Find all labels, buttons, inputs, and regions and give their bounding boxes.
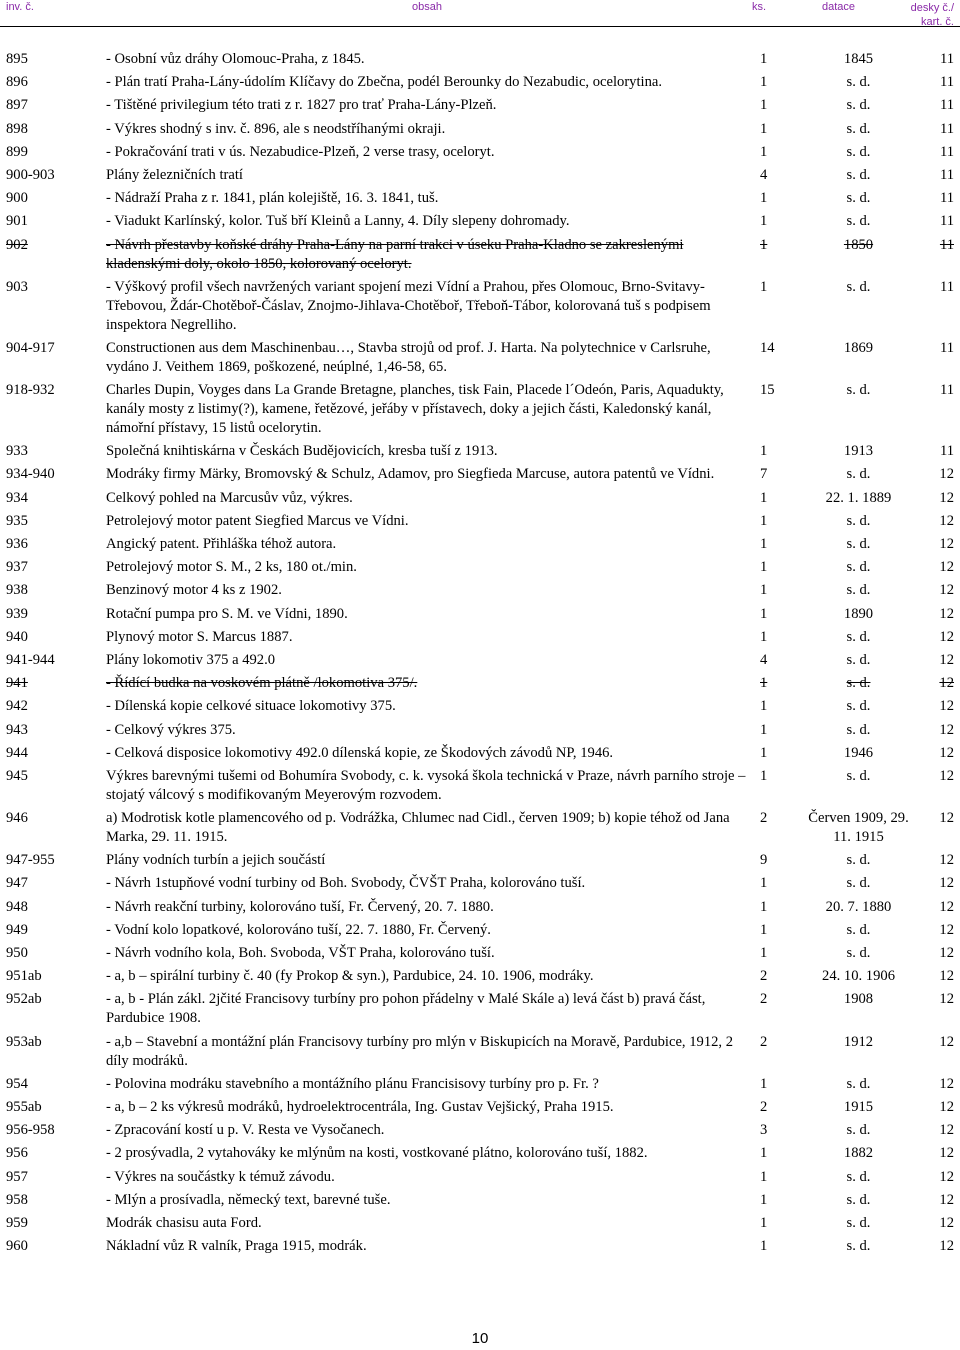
cell-obsah: - Výkres shodný s inv. č. 896, ale s neodstříhanými okraji. <box>106 120 446 137</box>
table-row <box>6 674 954 697</box>
cell-ks: 1 <box>760 489 768 506</box>
header-desky-line2: kart. č. <box>920 16 954 28</box>
table-row <box>6 489 954 512</box>
table-row <box>6 50 954 73</box>
cell-desky: 12 <box>939 559 954 576</box>
cell-desky: 12 <box>939 945 954 961</box>
inventory-table <box>6 50 954 1260</box>
table-row <box>6 1121 954 1144</box>
cell-desky: 12 <box>939 991 954 1008</box>
cell-datace: s. d. <box>846 721 871 738</box>
cell-inv: 955ab <box>6 1098 42 1115</box>
cell-desky: 12 <box>939 605 954 622</box>
table-row <box>6 944 954 967</box>
cell-inv: 941 <box>6 675 28 692</box>
cell-inv: 953ab <box>6 1033 42 1050</box>
cell-ks: 1 <box>760 1168 768 1185</box>
cell-datace: s. d. <box>846 651 871 668</box>
cell-datace: s. d. <box>846 1238 871 1255</box>
cell-inv: 901 <box>6 213 28 230</box>
cell-obsah: - Zpracování kostí u p. V. Resta ve Vysočanech. <box>106 1122 385 1139</box>
cell-obsah: Petrolejový motor S. M., 2 ks, 180 ot./min. <box>106 559 357 576</box>
cell-inv: 902 <box>6 236 28 253</box>
cell-inv: 959 <box>6 1214 28 1231</box>
cell-desky: 11 <box>939 443 954 460</box>
table-row <box>6 1144 954 1167</box>
cell-desky: 12 <box>939 466 954 483</box>
header-desky <box>911 1 954 29</box>
cell-inv: 937 <box>6 559 28 576</box>
cell-datace: s. d. <box>846 582 871 599</box>
cell-desky: 12 <box>939 512 954 529</box>
cell-ks: 2 <box>760 968 768 985</box>
cell-ks: 1 <box>760 97 768 114</box>
table-row <box>6 381 954 442</box>
table-row <box>6 990 954 1032</box>
cell-inv: 940 <box>6 628 28 645</box>
cell-ks: 1 <box>760 767 768 784</box>
table-row <box>6 558 954 581</box>
table-row <box>6 721 954 744</box>
cell-ks: 1 <box>760 1075 768 1092</box>
table-row <box>6 189 954 212</box>
cell-inv: 918-932 <box>6 382 55 399</box>
cell-datace: 1845 <box>843 51 874 67</box>
cell-inv: 944 <box>6 744 28 761</box>
cell-inv: 949 <box>6 921 28 938</box>
cell-desky: 11 <box>939 51 954 67</box>
cell-datace: s. d. <box>846 698 871 715</box>
cell-obsah: Angický patent. Přihláška téhož autora. <box>106 536 337 552</box>
cell-inv: 941-944 <box>6 651 55 668</box>
cell-datace: s. d. <box>846 143 871 160</box>
cell-inv: 895 <box>6 51 28 67</box>
cell-ks: 1 <box>760 1145 768 1162</box>
table-row <box>6 851 954 874</box>
cell-inv: 946 <box>6 810 28 827</box>
cell-desky: 11 <box>939 382 954 399</box>
cell-obsah: Benzinový motor 4 ks z 1902. <box>106 582 282 599</box>
table-row <box>6 697 954 720</box>
cell-inv: 957 <box>6 1168 28 1185</box>
cell-obsah: - Viadukt Karlínský, kolor. Tuš bří Kleinů a Lanny, 4. Díly slepeny dohromady. <box>106 213 570 230</box>
table-row <box>6 339 954 381</box>
cell-datace: s. d. <box>846 466 871 483</box>
cell-ks: 1 <box>760 1214 768 1231</box>
cell-ks: 1 <box>760 213 768 230</box>
table-row <box>6 898 954 921</box>
cell-inv: 934 <box>6 489 28 506</box>
cell-datace: 1850 <box>843 236 874 253</box>
table-row <box>6 442 954 465</box>
cell-ks: 1 <box>760 74 768 91</box>
cell-desky: 12 <box>939 1033 954 1050</box>
cell-obsah: - Návrh přestavby koňské dráhy Praha-Lány na parní trakci v úseku Praha-Kladno se zakreslenými kladenskými doly, okolo 1850, kolorovaný oceloryt. <box>106 236 684 272</box>
cell-inv: 939 <box>6 605 28 622</box>
cell-obsah: Rotační pumpa pro S. M. ve Vídni, 1890. <box>106 605 348 622</box>
table-row <box>6 535 954 558</box>
cell-obsah: - Dílenská kopie celkové situace lokomotivy 375. <box>106 698 396 715</box>
cell-datace: s. d. <box>846 120 871 137</box>
cell-desky: 11 <box>939 166 954 183</box>
cell-desky: 12 <box>939 628 954 645</box>
cell-obsah: - Osobní vůz dráhy Olomouc-Praha, z 1845. <box>106 51 365 67</box>
cell-datace: 1913 <box>843 443 874 460</box>
cell-inv: 943 <box>6 721 28 738</box>
cell-inv: 951ab <box>6 968 42 985</box>
cell-obsah: Společná knihtiskárna v Českách Budějovicích, kresba tuší z 1913. <box>106 443 498 460</box>
cell-obsah: Modrák chasisu auta Ford. <box>106 1214 262 1231</box>
cell-ks: 7 <box>760 466 768 483</box>
cell-ks: 1 <box>760 628 768 645</box>
cell-datace: s. d. <box>846 921 871 938</box>
cell-ks: 1 <box>760 559 768 576</box>
table-row <box>6 1168 954 1191</box>
table-row <box>6 874 954 897</box>
cell-inv: 897 <box>6 97 28 114</box>
cell-datace: s. d. <box>846 559 871 576</box>
cell-desky: 12 <box>939 582 954 599</box>
cell-datace: s. d. <box>846 1122 871 1139</box>
table-row <box>6 1098 954 1121</box>
cell-inv: 896 <box>6 74 28 91</box>
cell-inv: 947-955 <box>6 852 55 869</box>
cell-datace: 1946 <box>843 744 874 761</box>
cell-datace: s. d. <box>846 166 871 183</box>
cell-ks: 1 <box>760 236 768 253</box>
cell-desky: 11 <box>939 190 954 207</box>
cell-datace: 1912 <box>843 1033 874 1050</box>
cell-obsah: Výkres barevnými tušemi od Bohumíra Svobody, c. k. vysoká škola technická v Praze, návrh parního stroje –stojatý válcový s modifikovaným Meyerovým rozvodem. <box>106 767 746 803</box>
header-ks: ks. <box>752 1 767 13</box>
inventory-rows <box>6 50 954 1260</box>
cell-inv: 900 <box>6 190 28 207</box>
table-row <box>6 166 954 189</box>
cell-desky: 12 <box>939 1191 954 1208</box>
cell-ks: 1 <box>760 921 768 938</box>
cell-desky: 12 <box>939 767 954 784</box>
cell-desky: 12 <box>939 810 954 827</box>
cell-ks: 1 <box>760 898 768 915</box>
cell-datace: s. d. <box>846 1168 871 1185</box>
cell-obsah: a) Modrotisk kotle plamencového od p. Vodrážka, Chlumec nad Cidl., červen 1909; b) kopie téhož od Jana Marka, 29. 11. 1915. <box>106 810 730 846</box>
cell-inv: 933 <box>6 443 28 460</box>
cell-datace: s. d. <box>846 536 871 552</box>
cell-desky: 11 <box>939 97 954 114</box>
cell-ks: 2 <box>760 991 768 1008</box>
header-desky-line1: desky č./ <box>910 2 954 14</box>
cell-inv: 945 <box>6 767 28 784</box>
cell-obsah: - Návrh reakční turbiny, kolorováno tuší, Fr. Červený, 20. 7. 1880. <box>106 898 494 915</box>
cell-ks: 1 <box>760 875 768 892</box>
cell-obsah: Petrolejový motor patent Siegfied Marcus ve Vídni. <box>106 512 409 529</box>
cell-inv: 956 <box>6 1145 28 1162</box>
cell-obsah: Nákladní vůz R valník, Praga 1915, modrák. <box>106 1238 367 1255</box>
cell-datace: 22. 1. 1889 <box>825 489 892 506</box>
cell-datace: s. d. <box>846 97 871 114</box>
table-row <box>6 581 954 604</box>
cell-obsah: - Vodní kolo lopatkové, kolorováno tuší, 22. 7. 1880, Fr. Červený. <box>106 921 491 938</box>
cell-obsah: Celkový pohled na Marcusův vůz, výkres. <box>106 489 353 506</box>
cell-obsah: - 2 prosývadla, 2 vytahováky ke mlýnům na kosti, vostkované plátno, kolorováno tuší, 1882. <box>106 1145 648 1162</box>
table-row <box>6 921 954 944</box>
cell-desky: 11 <box>939 143 954 160</box>
table-row <box>6 512 954 535</box>
cell-obsah: - Návrh 1stupňové vodní turbiny od Boh. Svobody, ČVŠT Praha, kolorováno tuší. <box>106 875 586 892</box>
cell-ks: 1 <box>760 945 768 961</box>
header-inv: inv. č. <box>6 1 34 13</box>
cell-ks: 9 <box>760 852 768 869</box>
cell-desky: 12 <box>939 1145 954 1162</box>
cell-datace: s. d. <box>846 852 871 869</box>
cell-ks: 1 <box>760 582 768 599</box>
cell-ks: 1 <box>760 51 768 67</box>
cell-datace: 20. 7. 1880 <box>825 898 892 915</box>
cell-obsah: - Polovina modráku stavebního a montážního plánu Francisisovy turbíny pro p. Fr. ? <box>106 1075 599 1092</box>
table-row <box>6 73 954 96</box>
table-row <box>6 605 954 628</box>
cell-desky: 12 <box>939 875 954 892</box>
cell-datace: s. d. <box>846 74 871 91</box>
cell-datace: s. d. <box>846 1075 871 1092</box>
cell-ks: 1 <box>760 278 768 295</box>
cell-desky: 12 <box>939 698 954 715</box>
cell-datace: s. d. <box>846 767 871 784</box>
cell-inv: 936 <box>6 536 28 552</box>
cell-desky: 12 <box>939 1075 954 1092</box>
cell-ks: 15 <box>760 382 775 399</box>
cell-desky: 12 <box>939 921 954 938</box>
cell-obsah: - Celkový výkres 375. <box>106 721 236 738</box>
cell-datace: 1915 <box>843 1098 874 1115</box>
cell-desky: 12 <box>939 968 954 985</box>
cell-obsah: Modráky firmy Märky, Bromovský & Schulz, Adamov, pro Siegfieda Marcuse, autora patentů ve Vídni. <box>106 466 715 483</box>
cell-desky: 12 <box>939 721 954 738</box>
cell-datace: s. d. <box>846 278 871 295</box>
cell-obsah: Constructionen aus dem Maschinenbau…, Stavba strojů od prof. J. Harta. Na polytechnice v Carlsruhe, vydáno J. Veithem 1869, poškozené, neúplné, 1,46-58, 65. <box>106 339 711 375</box>
table-row <box>6 1214 954 1237</box>
cell-obsah: - Výškový profil všech navržených variant spojení mezi Vídní a Prahou, přes Olomouc, Brno-Svitavy-Třebovou, Ždár-Chotěboř-Čáslav, Znojmo-Jihlava-Chotěboř, Třeboň-Tábor, kolorovaná tuš s podpisem inspektora Negrelliho. <box>106 278 711 333</box>
cell-ks: 1 <box>760 120 768 137</box>
cell-ks: 1 <box>760 512 768 529</box>
table-row <box>6 767 954 809</box>
cell-inv: 960 <box>6 1238 28 1255</box>
table-row <box>6 96 954 119</box>
cell-obsah: - a, b - Plán zákl. 2jčité Francisovy turbíny pro pohon přádelny v Malé Skále a) levá část b) pravá část, Pardubice 1908. <box>106 991 706 1027</box>
cell-desky: 11 <box>939 74 954 91</box>
table-row <box>6 465 954 488</box>
cell-obsah: Plány lokomotiv 375 a 492.0 <box>106 651 276 668</box>
cell-ks: 1 <box>760 1191 768 1208</box>
cell-datace: 24. 10. 1906 <box>822 968 895 985</box>
cell-inv: 952ab <box>6 991 42 1008</box>
table-row <box>6 236 954 278</box>
cell-obsah: - Návrh vodního kola, Boh. Svoboda, VŠT Praha, kolorováno tuší. <box>106 945 495 961</box>
cell-inv: 950 <box>6 945 28 961</box>
cell-desky: 11 <box>939 339 954 356</box>
cell-inv: 935 <box>6 512 28 529</box>
cell-datace: s. d. <box>846 1191 871 1208</box>
cell-ks: 1 <box>760 190 768 207</box>
cell-datace: s. d. <box>846 675 871 692</box>
cell-obsah: - Tištěné privilegium této trati z r. 1827 pro trať Praha-Lány-Plzeň. <box>106 97 497 114</box>
cell-ks: 1 <box>760 721 768 738</box>
table-row <box>6 809 954 851</box>
cell-desky: 12 <box>939 536 954 552</box>
cell-ks: 1 <box>760 536 768 552</box>
cell-ks: 4 <box>760 166 768 183</box>
cell-ks: 1 <box>760 744 768 761</box>
cell-desky: 12 <box>939 852 954 869</box>
cell-obsah: - Řídící budka na voskovém plátně /lokomotiva 375/. <box>106 675 418 692</box>
table-row <box>6 651 954 674</box>
cell-desky: 12 <box>939 489 954 506</box>
cell-ks: 1 <box>760 605 768 622</box>
page-number: 10 <box>471 1330 489 1347</box>
cell-inv: 904-917 <box>6 339 55 356</box>
cell-ks: 1 <box>760 1238 768 1255</box>
cell-inv: 900-903 <box>6 166 55 183</box>
cell-desky: 12 <box>939 651 954 668</box>
cell-obsah: - Celková disposice lokomotivy 492.0 dílenská kopie, ze Škodových závodů NP, 1946. <box>106 744 614 761</box>
cell-datace: s. d. <box>846 945 871 961</box>
cell-inv: 948 <box>6 898 28 915</box>
cell-datace: s. d. <box>846 512 871 529</box>
cell-desky: 12 <box>939 744 954 761</box>
cell-obsah: - Nádraží Praha z r. 1841, plán kolejiště, 16. 3. 1841, tuš. <box>106 190 439 207</box>
header-datace: datace <box>822 1 856 13</box>
cell-obsah: Plány železničních tratí <box>106 166 243 183</box>
table-row <box>6 278 954 339</box>
cell-ks: 1 <box>760 698 768 715</box>
cell-datace: Červen 1909, 29. 11. 1915 <box>808 810 909 846</box>
cell-inv: 934-940 <box>6 466 55 483</box>
table-row <box>6 1237 954 1260</box>
cell-desky: 12 <box>939 1098 954 1115</box>
cell-obsah: Plynový motor S. Marcus 1887. <box>106 628 293 645</box>
cell-ks: 1 <box>760 143 768 160</box>
cell-desky: 12 <box>939 898 954 915</box>
cell-datace: s. d. <box>846 382 871 399</box>
cell-obsah: Plány vodních turbín a jejich součástí <box>106 852 326 869</box>
cell-datace: 1882 <box>843 1145 874 1162</box>
cell-datace: 1869 <box>843 339 874 356</box>
cell-obsah: - Mlýn a prosívadla, německý text, barevné tuše. <box>106 1191 391 1208</box>
cell-obsah: - Pokračování trati v ús. Nezabudice-Plzeň, 2 verse trasy, oceloryt. <box>106 143 495 160</box>
cell-ks: 14 <box>760 339 775 356</box>
cell-inv: 898 <box>6 120 28 137</box>
table-row <box>6 967 954 990</box>
table-row <box>6 744 954 767</box>
table-row <box>6 1191 954 1214</box>
table-row <box>6 1033 954 1075</box>
cell-datace: s. d. <box>846 875 871 892</box>
cell-desky: 12 <box>939 1238 954 1255</box>
cell-desky: 11 <box>939 278 954 295</box>
cell-inv: 958 <box>6 1191 28 1208</box>
cell-desky: 12 <box>939 675 954 692</box>
cell-ks: 2 <box>760 1098 768 1115</box>
cell-obsah: - a, b – 2 ks výkresů modráků, hydroelektrocentrála, Ing. Gustav Vejšický, Praha 1915. <box>106 1098 614 1115</box>
cell-desky: 12 <box>939 1168 954 1185</box>
cell-inv: 956-958 <box>6 1122 55 1139</box>
cell-datace: s. d. <box>846 190 871 207</box>
cell-inv: 947 <box>6 875 28 892</box>
cell-obsah: - a,b – Stavební a montážní plán Francisovy turbíny pro mlýn v Biskupicích na Moravě, Pardubice, 1912, 2 díly modráků. <box>106 1033 734 1069</box>
table-row <box>6 628 954 651</box>
cell-desky: 12 <box>939 1122 954 1139</box>
cell-desky: 11 <box>939 236 954 253</box>
cell-desky: 11 <box>939 120 954 137</box>
cell-desky: 12 <box>939 1214 954 1231</box>
cell-datace: 1908 <box>843 991 874 1008</box>
table-row <box>6 143 954 166</box>
cell-datace: 1890 <box>843 605 874 622</box>
column-header <box>0 0 960 27</box>
cell-ks: 1 <box>760 675 768 692</box>
cell-desky: 11 <box>939 213 954 230</box>
table-row <box>6 212 954 235</box>
cell-datace: s. d. <box>846 628 871 645</box>
cell-obsah: - a, b – spirální turbiny č. 40 (fy Prokop & syn.), Pardubice, 24. 10. 1906, modráky. <box>106 968 594 985</box>
cell-ks: 2 <box>760 810 768 827</box>
cell-inv: 899 <box>6 143 28 160</box>
cell-datace: s. d. <box>846 1214 871 1231</box>
cell-ks: 4 <box>760 651 768 668</box>
cell-inv: 942 <box>6 698 28 715</box>
table-row <box>6 1075 954 1098</box>
cell-obsah: Charles Dupin, Voyges dans La Grande Bretagne, planches, tisk Fain, Placede l´Odeón, Paris, Aquadukty, kanály mosty z listimy(?), kamene, řetězové, jeřáby v přístavech, doky a jejich části, Kaledonský kanál, námořní přístavy, 15 listů ocelorytin. <box>106 382 724 437</box>
cell-datace: s. d. <box>846 213 871 230</box>
cell-inv: 903 <box>6 278 28 295</box>
cell-ks: 3 <box>760 1122 768 1139</box>
cell-inv: 954 <box>6 1075 28 1092</box>
table-row <box>6 120 954 143</box>
cell-obsah: - Výkres na součástky k témuž závodu. <box>106 1168 335 1185</box>
header-obsah: obsah <box>412 1 442 13</box>
cell-obsah: - Plán tratí Praha-Lány-údolím Klíčavy do Zbečna, podél Berounky do Nezabudic, ocelorytina. <box>106 74 663 91</box>
cell-ks: 1 <box>760 443 768 460</box>
cell-ks: 2 <box>760 1033 768 1050</box>
cell-inv: 938 <box>6 582 28 599</box>
